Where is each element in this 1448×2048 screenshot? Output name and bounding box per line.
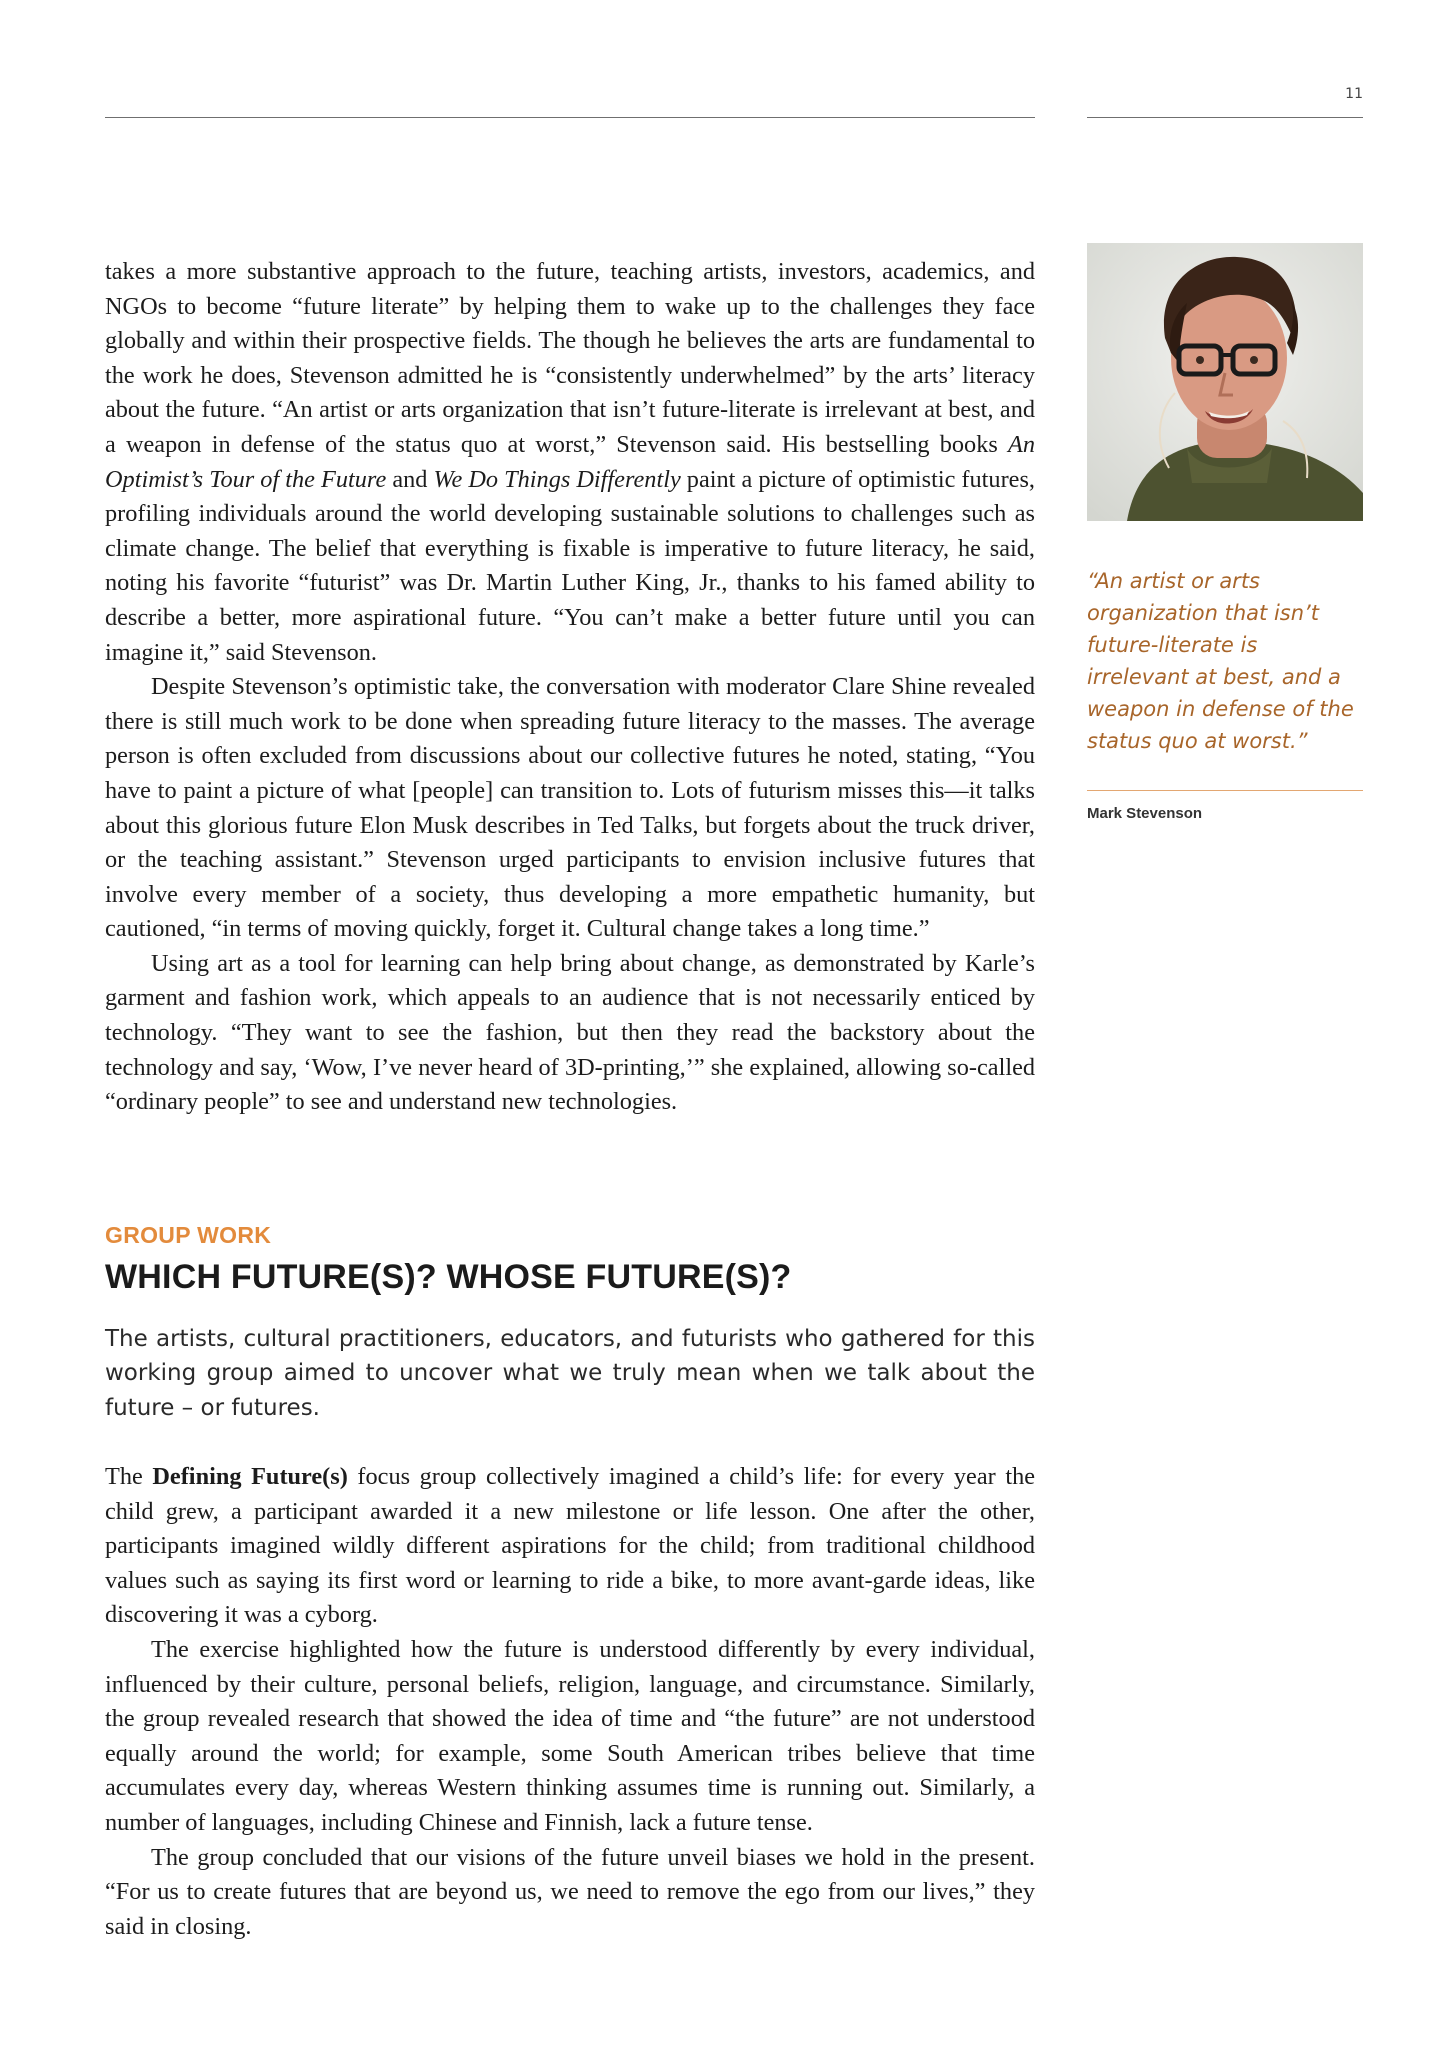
section-lede: The artists, cultural practitioners, educators, and futurists who gathered for this working group aimed to uncover what we truly mean when we talk about the future – or futures.	[105, 1326, 1035, 1421]
text-run: The group concluded that our visions of the future unveil biases we hold in the present. “For us to create futures that are beyond us, we need to remove the ego from our lives,” they said in closing.	[105, 1843, 1035, 1940]
bold-text: Defining Future(s)	[152, 1463, 348, 1490]
header-rule-sidebar	[1087, 117, 1363, 118]
paragraph	[105, 670, 1035, 947]
italic-text: We Do Things Differently	[433, 465, 681, 493]
paragraph	[105, 1841, 1035, 1945]
text-run: The exercise highlighted how the future is understood differently by every individual, influenced by their culture, personal beliefs, religion, language, and circumstance. Similarly, the group revealed research that showed the idea of time and “the future” are not understood equally around the world; for example, some South American tribes believe that time accumulates every day, whereas Western thinking assumes time is running out. Similarly, a number of languages, including Chinese and Finnish, lack a future tense.	[105, 1635, 1035, 1836]
text-run: takes a more substantive approach to the future, teaching artists, investors, academics, and NGOs to become “future literate” by helping them to wake up to the challenges they face globally and within their prospective fields. The though he believes the arts are fundamental to the work he does, Stevenson admitted he is “consistently underwhelmed” by the arts’ literacy about the future. “An artist or arts organization that isn’t future-literate is irrelevant at best, and a weapon in defense of the status quo at worst,” Stevenson said. His bestselling books	[105, 258, 1035, 458]
section-title: WHICH FUTURE(S)? WHOSE FUTURE(S)?	[105, 1258, 792, 1296]
text-run: and	[386, 465, 434, 493]
speaker-photo	[1087, 243, 1363, 521]
portrait-image	[1087, 243, 1363, 521]
header-rule-main	[105, 117, 1035, 118]
paragraph	[105, 947, 1035, 1120]
article-body-bottom	[105, 1460, 1035, 1944]
text-run: The	[105, 1463, 153, 1490]
pull-quote-author: Mark Stevenson	[1087, 805, 1203, 822]
italic-text: An Optimist’s Tour of the Future	[105, 430, 1035, 493]
paragraph	[105, 1460, 1035, 1633]
pull-quote-rule	[1087, 790, 1363, 791]
text-run: focus group collectively imagined a child’s life: for every year the child grew, a participant awarded it a new milestone or life lesson. One after the other, participants imagined wildly different aspirations for the child; from traditional childhood values such as saying its first word or learning to ride a bike, to more avant-garde ideas, like discovering it was a cyborg.	[105, 1463, 1035, 1629]
paragraph	[105, 255, 1035, 670]
text-run: Despite Stevenson’s optimistic take, the conversation with moderator Clare Shine revealed there is still much work to be done when spreading future literacy to the masses. The average person is often excluded from discussions about our collective futures he noted, stating, “You have to paint a picture of what [people] can transition to. Lots of futurism misses this—it talks about this glorious future Elon Musk describes in Ted Talks, but forgets about the truck driver, or the teaching assistant.” Stevenson urged participants to envision inclusive futures that involve every member of a society, thus developing a more empathetic humanity, but cautioned, “in terms of moving quickly, forget it. Cultural change takes a long time.”	[105, 673, 1035, 943]
pull-quote: “An artist or arts organization that isn’t future-literate is irrelevant at best, and a weapon in defense of the status quo at worst.”	[1087, 569, 1354, 753]
paragraph	[105, 1633, 1035, 1841]
page-number: 11	[1345, 86, 1363, 102]
article-body-top	[105, 255, 1035, 1120]
text-run: paint a picture of optimistic futures, profiling individuals around the world developing sustainable solutions to challenges such as climate change. The belief that everything is fixable is imperative to future literacy, he said, noting his favorite “futurist” was Dr. Martin Luther King, Jr., thanks to his famed ability to describe a better, more aspirational future. “You can’t make a better future until you can imagine it,” said Stevenson.	[105, 465, 1035, 666]
text-run: Using art as a tool for learning can help bring about change, as demonstrated by Karle’s garment and fashion work, which appeals to an audience that is not necessarily enticed by technology. “They want to see the fashion, but then they read the backstory about the technology and say, ‘Wow, I’ve never heard of 3D-printing,’” she explained, allowing so-called “ordinary people” to see and understand new technologies.	[105, 949, 1035, 1116]
section-label: GROUP WORK	[105, 1222, 272, 1248]
